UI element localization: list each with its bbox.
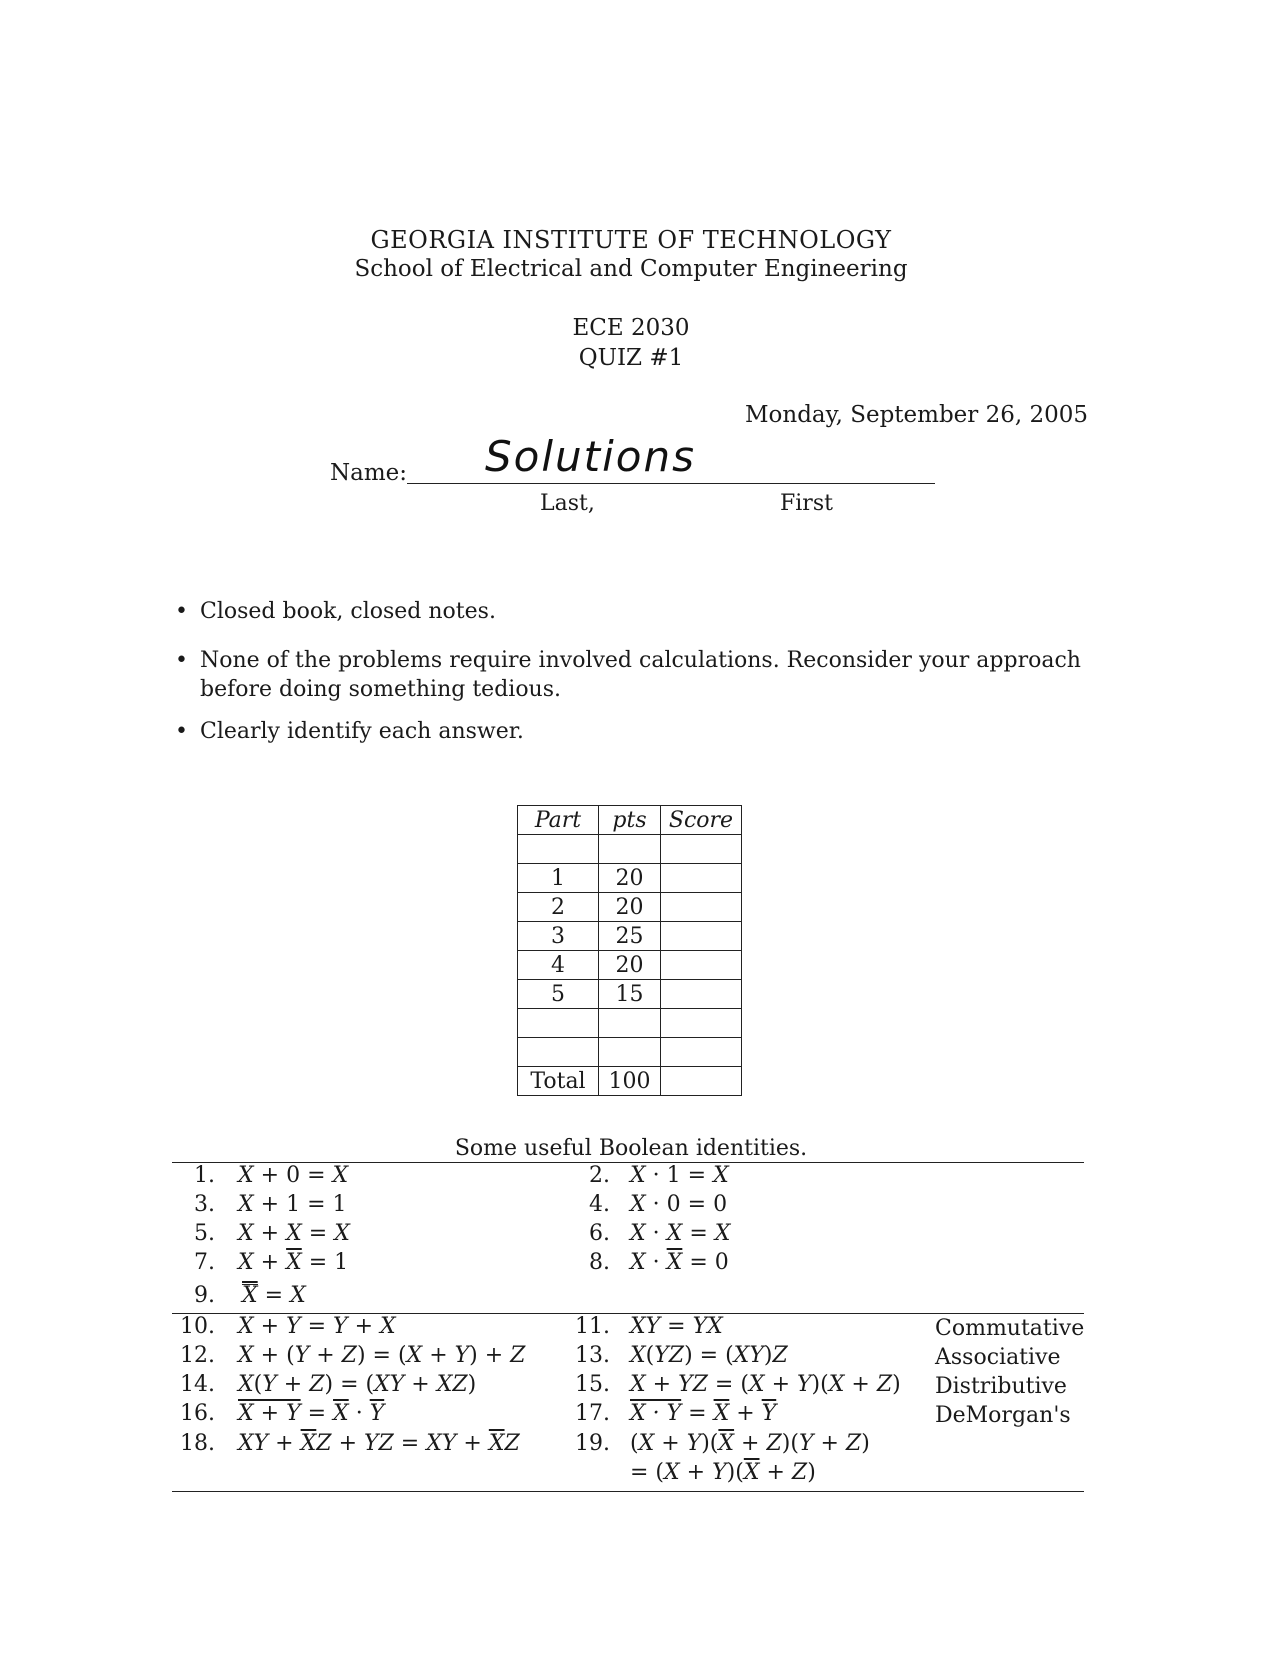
identity-formula: $X + \overline{X} = 1$	[238, 1250, 349, 1275]
identity-formula: = $(X + Y)(\overline{X} + Z)$	[630, 1460, 816, 1485]
school-name: School of Electrical and Computer Engineering	[354, 256, 908, 282]
score-table-header	[518, 806, 742, 835]
institution-title: GEORGIA INSTITUTE OF TECHNOLOGY	[370, 226, 892, 254]
score-cell[interactable]	[661, 951, 742, 980]
part-cell	[518, 1009, 599, 1038]
law-name: DeMorgan's	[935, 1403, 1071, 1428]
instruction-text: None of the problems require involved calculations. Reconsider your approach before doing something tedious.	[200, 648, 1081, 702]
score-cell[interactable]	[661, 922, 742, 951]
identity-formula: X + 0 = X	[238, 1163, 349, 1188]
identity-number: 11.	[575, 1314, 610, 1339]
identity-formula: $X + Y = \overline{X} \cdot \overline{Y}$	[238, 1401, 385, 1426]
part-cell: 3	[518, 922, 599, 951]
identity-formula: X(Y + Z) = (XY + XZ)	[238, 1372, 477, 1397]
identity-number: 8.	[589, 1250, 610, 1275]
identity-formula: $X \cdot \overline{X} = 0$	[630, 1250, 729, 1275]
identity-number: 5.	[194, 1221, 215, 1246]
identity-number: 4.	[589, 1192, 610, 1217]
identity-formula: X + YZ = (X + Y)(X + Z)	[630, 1372, 901, 1397]
table-row	[518, 893, 742, 922]
bullet-icon: •	[175, 719, 188, 744]
identity-number: 10.	[180, 1314, 215, 1339]
identity-formula: X + (Y + Z) = (X + Y) + Z	[238, 1343, 526, 1368]
identity-formula: X + 1 = 1	[238, 1192, 347, 1217]
pts-cell: 20	[599, 951, 661, 980]
last-name-label: Last,	[540, 491, 595, 516]
pts-cell: 25	[599, 922, 661, 951]
pts-cell: 20	[599, 893, 661, 922]
instruction-text: Closed book, closed notes.	[200, 599, 496, 624]
part-cell: 4	[518, 951, 599, 980]
bullet-icon: •	[175, 648, 188, 673]
identities-bottom-rule	[172, 1491, 1084, 1492]
identity-number: 13.	[575, 1343, 610, 1368]
total-label: Total	[518, 1067, 599, 1096]
identity-number: 12.	[180, 1343, 215, 1368]
table-gap	[518, 1038, 742, 1067]
quiz-title: QUIZ #1	[578, 345, 684, 371]
part-cell: 1	[518, 864, 599, 893]
identity-number: 2.	[589, 1163, 610, 1188]
header-score: Score	[661, 806, 742, 835]
identity-formula: X(YZ) = (XY)Z	[630, 1343, 788, 1368]
score-cell[interactable]	[661, 864, 742, 893]
identity-formula: X · X = X	[630, 1221, 731, 1246]
total-score-cell[interactable]	[661, 1067, 742, 1096]
identity-formula: X · 1 = X	[630, 1163, 729, 1188]
identity-number: 16.	[180, 1401, 215, 1426]
table-gap	[518, 835, 742, 864]
bullet-icon: •	[175, 599, 188, 624]
identity-number: 3.	[194, 1192, 215, 1217]
identity-formula: XY = YX	[630, 1314, 723, 1339]
identity-number: 19.	[575, 1431, 610, 1456]
part-cell: 5	[518, 980, 599, 1009]
table-row	[518, 922, 742, 951]
law-name: Commutative	[935, 1316, 1085, 1341]
name-value-handwritten[interactable]: Solutions	[485, 432, 696, 481]
identity-number: 1.	[194, 1163, 215, 1188]
identity-formula: X + X = X	[238, 1221, 350, 1246]
identity-number: 18.	[180, 1431, 215, 1456]
course-code: ECE 2030	[572, 315, 690, 341]
total-pts: 100	[599, 1067, 661, 1096]
total-row	[518, 1067, 742, 1096]
part-cell: 2	[518, 893, 599, 922]
score-cell[interactable]	[661, 893, 742, 922]
table-row	[518, 1009, 742, 1038]
pts-cell	[599, 1009, 661, 1038]
table-row	[518, 980, 742, 1009]
identity-formula: X + Y = Y + X	[238, 1314, 396, 1339]
first-name-label: First	[780, 491, 833, 516]
score-table	[517, 805, 742, 1096]
identity-formula: XY + $\overline{X}Z$ + YZ = XY + $\overline{X}Z$	[238, 1431, 520, 1456]
table-row	[518, 864, 742, 893]
table-row	[518, 951, 742, 980]
identity-number: 17.	[575, 1401, 610, 1426]
score-cell[interactable]	[661, 980, 742, 1009]
header-part: Part	[518, 806, 599, 835]
quiz-date: Monday, September 26, 2005	[745, 402, 1089, 428]
identity-number: 15.	[575, 1372, 610, 1397]
name-underline	[407, 483, 935, 484]
identity-number: 6.	[589, 1221, 610, 1246]
identity-number: 7.	[194, 1250, 215, 1275]
pts-cell: 20	[599, 864, 661, 893]
identity-formula: X · 0 = 0	[630, 1192, 728, 1217]
law-name: Associative	[935, 1345, 1061, 1370]
identity-number: 14.	[180, 1372, 215, 1397]
identity-number: 9.	[194, 1283, 215, 1308]
name-label: Name:	[330, 460, 408, 486]
instruction-text: Clearly identify each answer.	[200, 719, 524, 744]
header-pts: pts	[599, 806, 661, 835]
identity-formula: $X \cdot Y = \overline{X} + \overline{Y}$	[630, 1401, 777, 1426]
identities-caption: Some useful Boolean identities.	[454, 1136, 808, 1161]
identity-formula: $\overline{X} = X$	[242, 1283, 306, 1308]
law-name: Distributive	[935, 1374, 1067, 1399]
pts-cell: 15	[599, 980, 661, 1009]
identity-formula: $(X + Y)(\overline{X} + Z)(Y + Z)$	[630, 1431, 870, 1456]
score-cell[interactable]	[661, 1009, 742, 1038]
